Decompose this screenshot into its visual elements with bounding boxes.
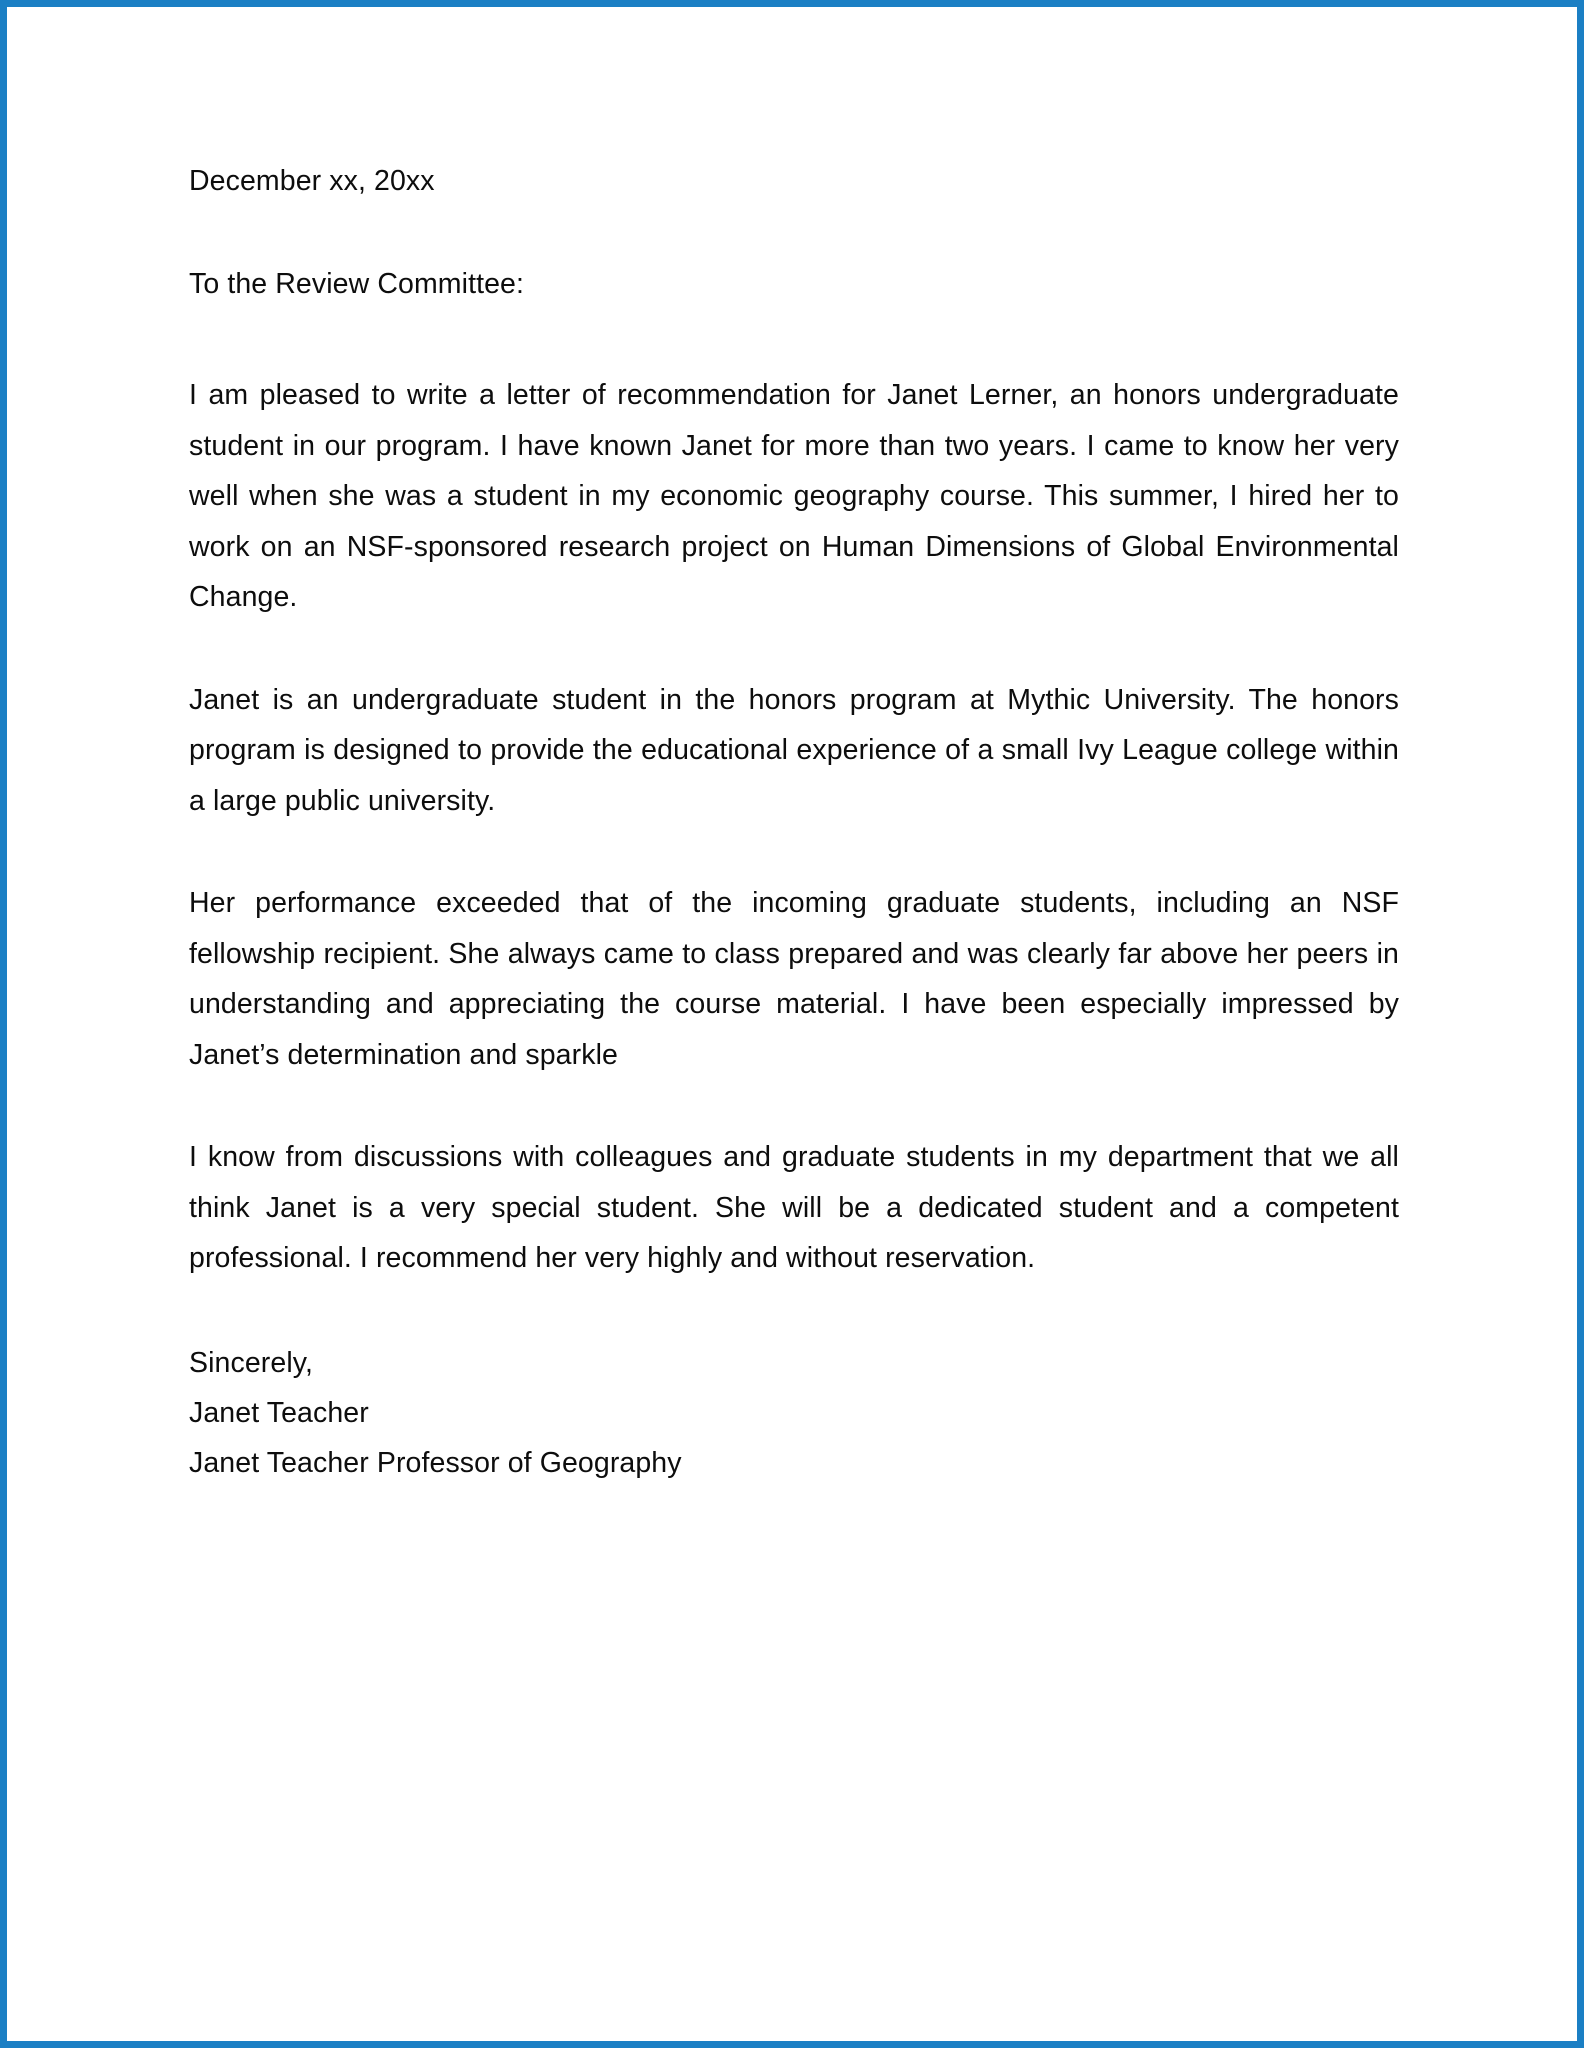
letter-date: December xx, 20xx xyxy=(189,165,435,197)
letter-paragraph: I am pleased to write a letter of recommendation for Janet Lerner, an honors undergraduate student in our program. I have known Janet for more than two years. I came to know her very well when she was a student in my economic geography course. This summer, I hired her to work on an NSF-sponsored research project on Human Dimensions of Global Environmental Change. xyxy=(189,379,1399,613)
signer-title: Janet Teacher Professor of Geography xyxy=(189,1446,682,1479)
letter-body xyxy=(189,167,1399,1488)
letter-paragraph: Her performance exceeded that of the incoming graduate students, including an NSF fellowship recipient. She always came to class prepared and was clearly far above her peers in understanding and appreciating the course material. I have been especially impressed by Janet’s determination and sparkle xyxy=(189,887,1399,1071)
letter-paragraph: I know from discussions with colleagues and graduate students in my department that we all think Janet is a very special student. She will be a dedicated student and a competent professional. I recommend her very highly and without reservation. xyxy=(189,1141,1399,1274)
letter-salutation: To the Review Committee: xyxy=(189,267,525,300)
signature-block xyxy=(189,1338,1399,1488)
letter-paragraph: Janet is an undergraduate student in the honors program at Mythic University. The honors program is designed to provide the educational experience of a small Ivy League college within a large public university. xyxy=(189,683,1399,817)
signer-name: Janet Teacher xyxy=(189,1396,369,1429)
valediction: Sincerely, xyxy=(189,1346,314,1379)
